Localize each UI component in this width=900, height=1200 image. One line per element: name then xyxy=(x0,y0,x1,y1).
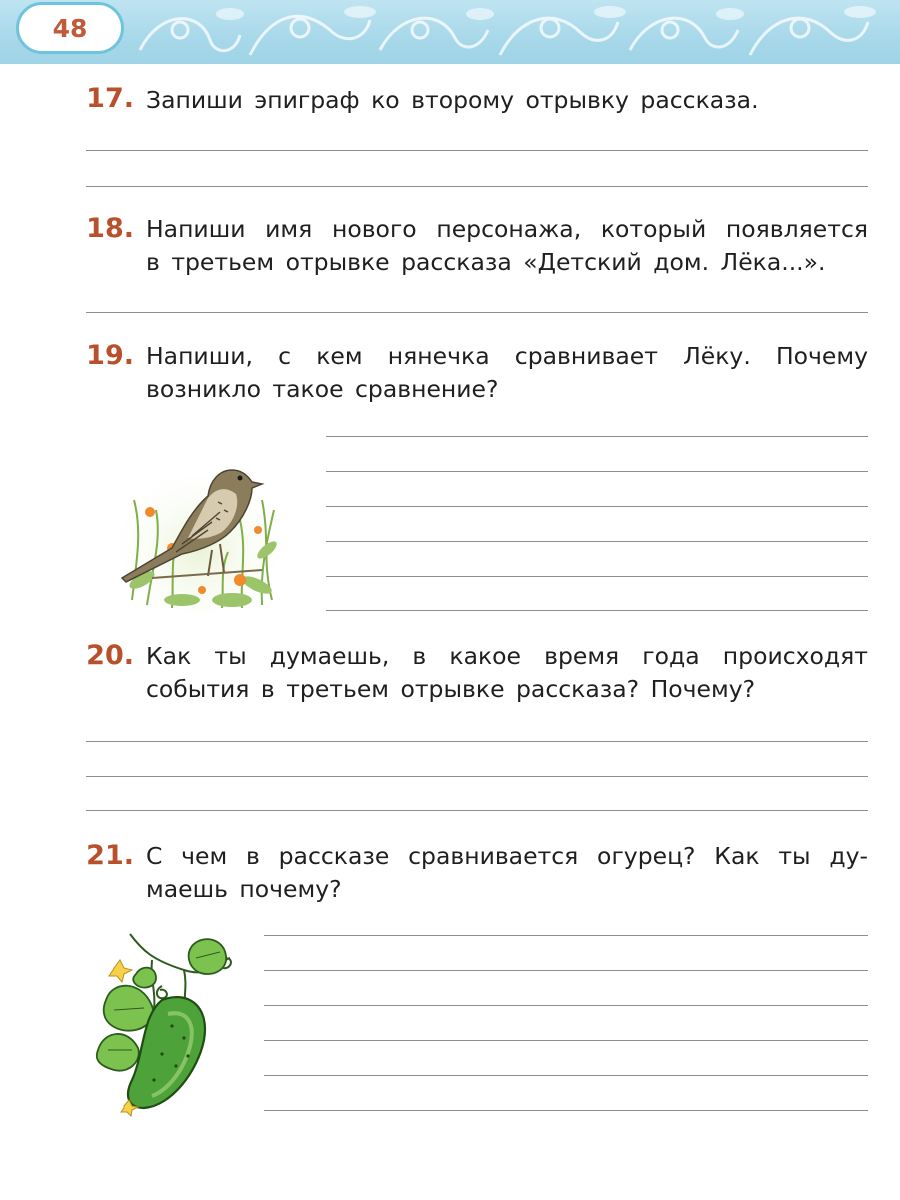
answer-line[interactable] xyxy=(326,506,868,507)
answer-line[interactable] xyxy=(86,810,868,811)
task-text xyxy=(146,840,868,906)
answer-line[interactable] xyxy=(264,1110,868,1111)
task-line: Как ты думаешь, в какое время года происходят xyxy=(146,642,868,670)
task-number: 18. xyxy=(86,213,134,244)
task-line: события в третьем отрывке рассказа? Почему? xyxy=(146,675,756,703)
task-line: возникло такое сравнение? xyxy=(146,375,499,403)
answer-line[interactable] xyxy=(326,541,868,542)
page-header-band xyxy=(0,0,900,64)
answer-line[interactable] xyxy=(264,1040,868,1041)
task-text xyxy=(146,340,868,406)
answer-line[interactable] xyxy=(326,576,868,577)
answer-line[interactable] xyxy=(326,471,868,472)
answer-line[interactable] xyxy=(326,436,868,437)
answer-line[interactable] xyxy=(86,312,868,313)
task-number: 21. xyxy=(86,840,134,871)
task-line: Напиши, с кем нянечка сравнивает Лёку. Почему xyxy=(146,342,868,370)
task-line: Запиши эпиграф ко второму отрывку рассказа. xyxy=(146,86,759,114)
ornament-pattern xyxy=(0,0,900,64)
answer-line[interactable] xyxy=(326,610,868,611)
cucumber-plant-illustration xyxy=(92,930,242,1120)
task-text xyxy=(146,640,868,706)
answer-line[interactable] xyxy=(86,186,868,187)
task-number: 20. xyxy=(86,640,134,671)
lark-bird-illustration xyxy=(112,440,282,612)
task-text xyxy=(146,84,868,117)
task-number: 19. xyxy=(86,340,134,371)
task-line: С чем в рассказе сравнивается огурец? Как ты ду- xyxy=(146,842,868,870)
answer-line[interactable] xyxy=(264,1005,868,1006)
answer-line[interactable] xyxy=(264,1075,868,1076)
answer-line[interactable] xyxy=(264,970,868,971)
page-number: 48 xyxy=(52,13,88,43)
task-line: Напиши имя нового персонажа, который появляется xyxy=(146,215,868,243)
answer-line[interactable] xyxy=(264,935,868,936)
task-line: маешь почему? xyxy=(146,875,342,903)
task-line: в третьем отрывке рассказа «Детский дом. Лёка...». xyxy=(146,248,826,276)
task-text xyxy=(146,213,868,279)
page-number-badge xyxy=(16,2,124,54)
answer-line[interactable] xyxy=(86,776,868,777)
answer-line[interactable] xyxy=(86,741,868,742)
answer-line[interactable] xyxy=(86,150,868,151)
task-number: 17. xyxy=(86,83,134,114)
